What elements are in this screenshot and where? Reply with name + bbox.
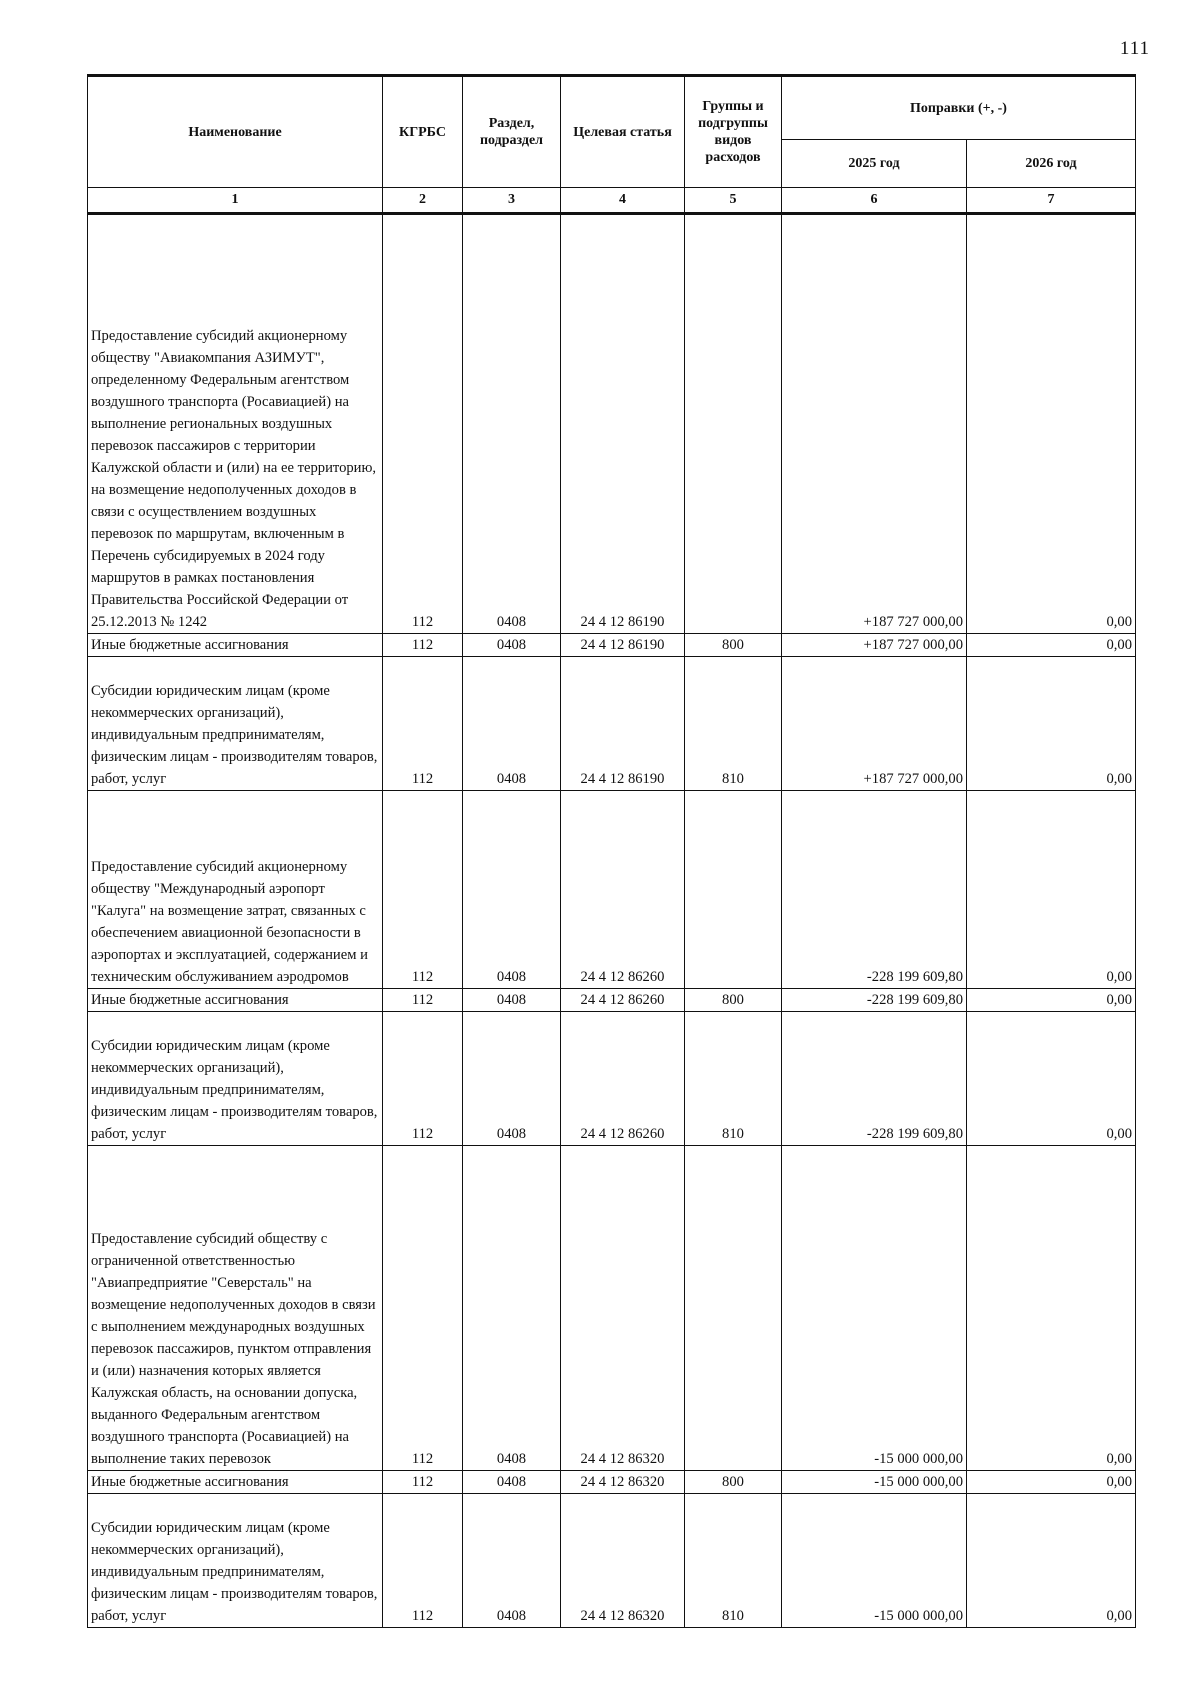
- row-group: [685, 1146, 782, 1471]
- row-group: 810: [685, 1012, 782, 1146]
- row-name: Предоставление субсидий акционерному обществу "Международный аэропорт "Калуга" на возмещение затрат, связанных с обеспечением авиационной безопасности в аэропортах и эксплуатацией, содержанием и техническим обслуживанием аэродромов: [88, 791, 383, 989]
- row-amount-2025: +187 727 000,00: [782, 657, 967, 791]
- row-section: 0408: [463, 214, 561, 634]
- row-section: 0408: [463, 1146, 561, 1471]
- row-amount-2025: -228 199 609,80: [782, 1012, 967, 1146]
- row-amount-2026: 0,00: [967, 634, 1136, 657]
- row-amount-2025: -228 199 609,80: [782, 791, 967, 989]
- row-target: 24 4 12 86320: [561, 1471, 685, 1494]
- row-target: 24 4 12 86190: [561, 214, 685, 634]
- row-target: 24 4 12 86190: [561, 634, 685, 657]
- row-group: 800: [685, 989, 782, 1012]
- column-number: 1: [88, 188, 383, 214]
- budget-amendments-table: [87, 74, 1136, 1628]
- row-amount-2026: 0,00: [967, 1146, 1136, 1471]
- header-kgrbs: КГРБС: [383, 76, 463, 188]
- row-amount-2025: +187 727 000,00: [782, 214, 967, 634]
- row-name: Иные бюджетные ассигнования: [88, 989, 383, 1012]
- column-number: 7: [967, 188, 1136, 214]
- row-target: 24 4 12 86260: [561, 791, 685, 989]
- row-group: 800: [685, 634, 782, 657]
- header-section: Раздел, подраздел: [463, 76, 561, 188]
- row-amount-2026: 0,00: [967, 1494, 1136, 1628]
- header-groups: Группы и подгруппы видов расходов: [685, 76, 782, 188]
- row-amount-2026: 0,00: [967, 989, 1136, 1012]
- row-kgrbs: 112: [383, 791, 463, 989]
- column-number: 2: [383, 188, 463, 214]
- table-row: [88, 1146, 1136, 1471]
- row-name: Субсидии юридическим лицам (кроме некоммерческих организаций), индивидуальным предпринимателям, физическим лицам - производителям товаров, работ, услуг: [88, 1494, 383, 1628]
- row-group: 810: [685, 657, 782, 791]
- row-section: 0408: [463, 1494, 561, 1628]
- table-row: [88, 989, 1136, 1012]
- row-target: 24 4 12 86320: [561, 1494, 685, 1628]
- row-target: 24 4 12 86190: [561, 657, 685, 791]
- row-amount-2026: 0,00: [967, 791, 1136, 989]
- header-name: Наименование: [88, 76, 383, 188]
- header-year-2025: 2025 год: [782, 140, 967, 188]
- row-amount-2025: -15 000 000,00: [782, 1494, 967, 1628]
- column-number: 3: [463, 188, 561, 214]
- column-number: 6: [782, 188, 967, 214]
- row-target: 24 4 12 86260: [561, 989, 685, 1012]
- row-kgrbs: 112: [383, 1494, 463, 1628]
- row-section: 0408: [463, 634, 561, 657]
- table-row: [88, 634, 1136, 657]
- row-kgrbs: 112: [383, 657, 463, 791]
- table-row: [88, 1012, 1136, 1146]
- row-kgrbs: 112: [383, 1012, 463, 1146]
- table-row: [88, 1471, 1136, 1494]
- row-section: 0408: [463, 1012, 561, 1146]
- row-amount-2026: 0,00: [967, 214, 1136, 634]
- row-amount-2026: 0,00: [967, 657, 1136, 791]
- row-amount-2026: 0,00: [967, 1471, 1136, 1494]
- row-amount-2025: -15 000 000,00: [782, 1471, 967, 1494]
- row-kgrbs: 112: [383, 214, 463, 634]
- row-group: [685, 214, 782, 634]
- row-section: 0408: [463, 989, 561, 1012]
- header-amendments: Поправки (+, -): [782, 76, 1136, 140]
- row-name: Предоставление субсидий обществу с ограниченной ответственностью "Авиапредприятие "Северсталь" на возмещение недополученных доходов в связи с выполнением международных воздушных перевозок пассажиров, пунктом отправления и (или) назначения которых является Калужская область, на основании допуска, выданного Федеральным агентством воздушного транспорта (Росавиацией) на выполнение таких перевозок: [88, 1146, 383, 1471]
- table-row: [88, 657, 1136, 791]
- row-amount-2025: +187 727 000,00: [782, 634, 967, 657]
- table-row: [88, 1494, 1136, 1628]
- row-group: 800: [685, 1471, 782, 1494]
- row-kgrbs: 112: [383, 989, 463, 1012]
- row-amount-2026: 0,00: [967, 1012, 1136, 1146]
- row-name: Иные бюджетные ассигнования: [88, 634, 383, 657]
- row-name: Предоставление субсидий акционерному обществу "Авиакомпания АЗИМУТ", определенному Федеральным агентством воздушного транспорта (Росавиацией) на выполнение региональных воздушных перевозок пассажиров с территории Калужской области и (или) на ее территорию, на возмещение недополученных доходов в связи с осуществлением воздушных перевозок по маршрутам, включенным в Перечень субсидируемых в 2024 году маршрутов в рамках постановления Правительства Российской Федерации от 25.12.2013 № 1242: [88, 214, 383, 634]
- row-amount-2025: -228 199 609,80: [782, 989, 967, 1012]
- row-section: 0408: [463, 791, 561, 989]
- row-kgrbs: 112: [383, 1471, 463, 1494]
- row-section: 0408: [463, 1471, 561, 1494]
- table-row: [88, 791, 1136, 989]
- row-name: Субсидии юридическим лицам (кроме некоммерческих организаций), индивидуальным предпринимателям, физическим лицам - производителям товаров, работ, услуг: [88, 657, 383, 791]
- column-number: 5: [685, 188, 782, 214]
- column-numbers-row: [88, 188, 1136, 214]
- page-number: 111: [1119, 38, 1150, 59]
- header-year-2026: 2026 год: [967, 140, 1136, 188]
- row-kgrbs: 112: [383, 1146, 463, 1471]
- row-section: 0408: [463, 657, 561, 791]
- row-kgrbs: 112: [383, 634, 463, 657]
- row-name: Иные бюджетные ассигнования: [88, 1471, 383, 1494]
- row-target: 24 4 12 86320: [561, 1146, 685, 1471]
- header-target: Целевая статья: [561, 76, 685, 188]
- row-group: [685, 791, 782, 989]
- table-row: [88, 214, 1136, 634]
- row-name: Субсидии юридическим лицам (кроме некоммерческих организаций), индивидуальным предпринимателям, физическим лицам - производителям товаров, работ, услуг: [88, 1012, 383, 1146]
- row-amount-2025: -15 000 000,00: [782, 1146, 967, 1471]
- row-target: 24 4 12 86260: [561, 1012, 685, 1146]
- column-number: 4: [561, 188, 685, 214]
- row-group: 810: [685, 1494, 782, 1628]
